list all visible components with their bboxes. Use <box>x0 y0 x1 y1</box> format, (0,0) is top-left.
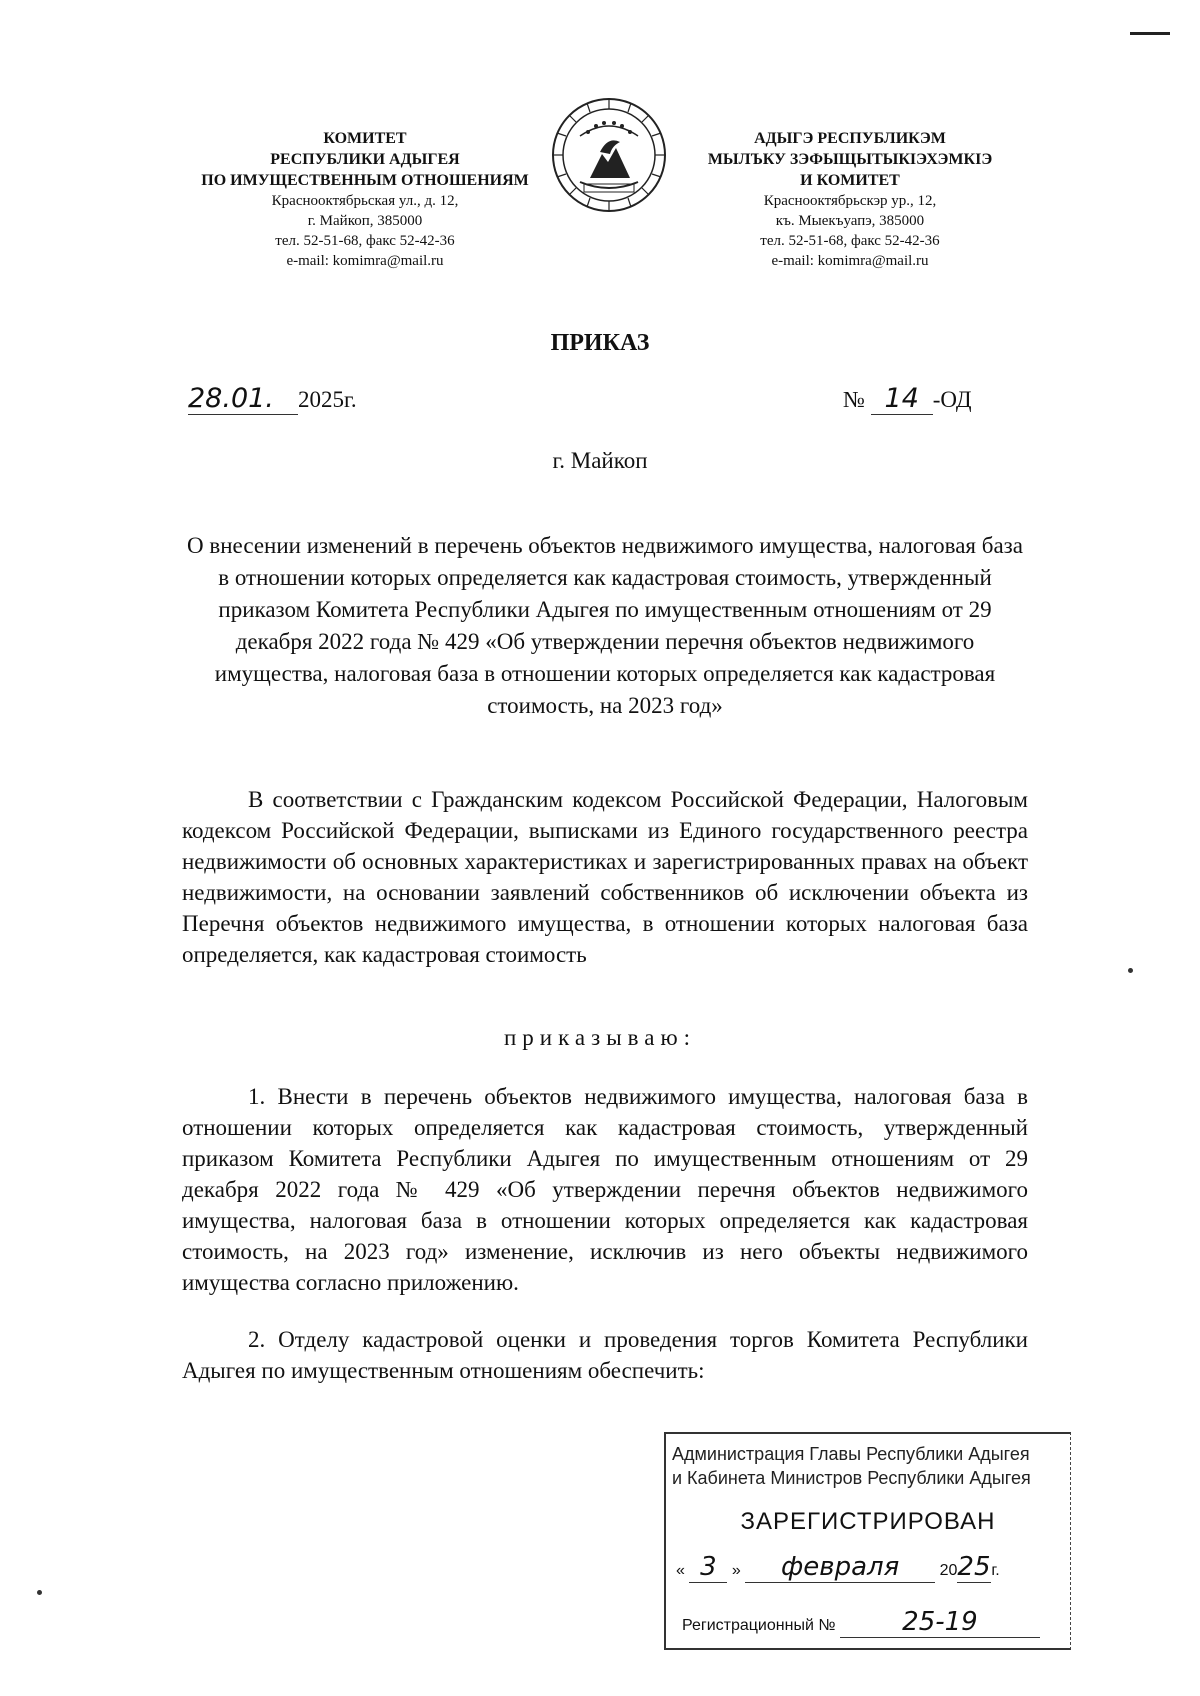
org-phone: тел. 52-51-68, факс 52-42-36 <box>275 233 455 249</box>
document-subject: О внесении изменений в перечень объектов недвижимого имущества, налоговая база в отношении которых определяется как кадастровая стоимость, утвержденный приказом Комитета Республики Адыгея по имущественным отношениям от 29 декабря 2022 года № 429 «Об утверждении перечня объектов недвижимого имущества, налоговая база в отношении которых определяется как кадастровая стоимость, на 2023 год» <box>187 533 1023 718</box>
stamp-year-unit: г. <box>991 1562 1000 1579</box>
number-handwritten: 14 <box>871 383 933 415</box>
org-name-adyghe-line3: И КОМИТЕТ <box>800 172 900 189</box>
stamp-open-quote: « <box>676 1562 685 1579</box>
stamp-close-quote: » <box>731 1562 741 1579</box>
scan-mark <box>1130 32 1170 35</box>
document-number <box>843 383 972 415</box>
registration-stamp <box>664 1432 1071 1650</box>
order-item-2: 2. Отделу кадастровой оценки и проведения торгов Комитета Республики Адыгея по имущественным отношениям обеспечить: <box>182 1327 1028 1383</box>
date-year: 2025г. <box>298 387 357 412</box>
org-city: г. Майкоп, 385000 <box>307 213 423 229</box>
number-prefix: № <box>843 387 865 412</box>
stamp-month: февраля <box>745 1552 935 1583</box>
org-email-adyghe: e-mail: komimra@mail.ru <box>771 253 929 269</box>
stamp-authority <box>672 1442 1031 1490</box>
org-email: e-mail: komimra@mail.ru <box>286 253 444 269</box>
scan-dot <box>37 1590 42 1595</box>
coat-of-arms-icon <box>550 96 668 214</box>
header-right <box>680 128 1020 271</box>
stamp-reg-label: Регистрационный № <box>682 1617 836 1634</box>
document-date <box>188 383 357 415</box>
org-name-line2: РЕСПУБЛИКИ АДЫГЕЯ <box>270 151 460 168</box>
stamp-day: 3 <box>689 1552 727 1583</box>
org-name-line1: КОМИТЕТ <box>323 130 407 147</box>
document-title: ПРИКАЗ <box>550 330 650 356</box>
scan-dot <box>1128 968 1133 973</box>
stamp-year-prefix: 20 <box>939 1562 958 1579</box>
order-word: приказываю: <box>503 1025 697 1050</box>
org-name-adyghe-line1: АДЫГЭ РЕСПУБЛИКЭМ <box>754 130 946 147</box>
stamp-line1: Администрация Главы Республики Адыгея <box>672 1444 1030 1464</box>
order-item-1: 1. Внести в перечень объектов недвижимого имущества, налоговая база в отношении которых определяется как кадастровая стоимость, утвержденный приказом Комитета Республики Адыгея по имущественным отношениям от 29 декабря 2022 года № 429 «Об утверждении перечня объектов недвижимого имущества, налоговая база в отношении которых определяется как кадастровая стоимость, на 2023 год» изменение, исключив из него объекты недвижимого имущества согласно приложению. <box>182 1084 1028 1295</box>
org-address-adyghe: Краснооктябрьскэр ур., 12, <box>763 193 937 209</box>
stamp-line2: и Кабинета Министров Республики Адыгея <box>672 1468 1031 1488</box>
header-left <box>150 128 580 271</box>
stamp-reg-number: 25-19 <box>840 1607 1040 1638</box>
org-city-adyghe: къ. Мыекъуапэ, 385000 <box>775 213 925 229</box>
org-phone-adyghe: тел. 52-51-68, факс 52-42-36 <box>760 233 940 249</box>
org-name-adyghe-line2: МЫЛЪКУ ЗЭФЫЩЫТЫКIЭХЭМКIЭ <box>707 151 993 168</box>
stamp-date <box>676 1552 1066 1592</box>
stamp-status: ЗАРЕГИСТРИРОВАН <box>740 1508 996 1535</box>
document-city: г. Майкоп <box>552 448 648 473</box>
number-suffix: -ОД <box>932 387 972 412</box>
date-handwritten: 28.01. <box>188 383 298 415</box>
preamble-paragraph: В соответствии с Гражданским кодексом Российской Федерации, Налоговым кодексом Российской Федерации, выписками из Единого государственного реестра недвижимости об основных характеристиках и зарегистрированных правах на объект недвижимости, на основании заявлений собственников об исключении объекта из Перечня объектов недвижимого имущества, в отношении которых налоговая база определяется, как кадастровая стоимость <box>182 787 1028 967</box>
org-address: Краснооктябрьская ул., д. 12, <box>271 193 459 209</box>
org-name-line3: ПО ИМУЩЕСТВЕННЫМ ОТНОШЕНИЯМ <box>201 172 529 189</box>
stamp-year-suffix: 25 <box>957 1552 991 1582</box>
stamp-registration <box>682 1607 1040 1638</box>
